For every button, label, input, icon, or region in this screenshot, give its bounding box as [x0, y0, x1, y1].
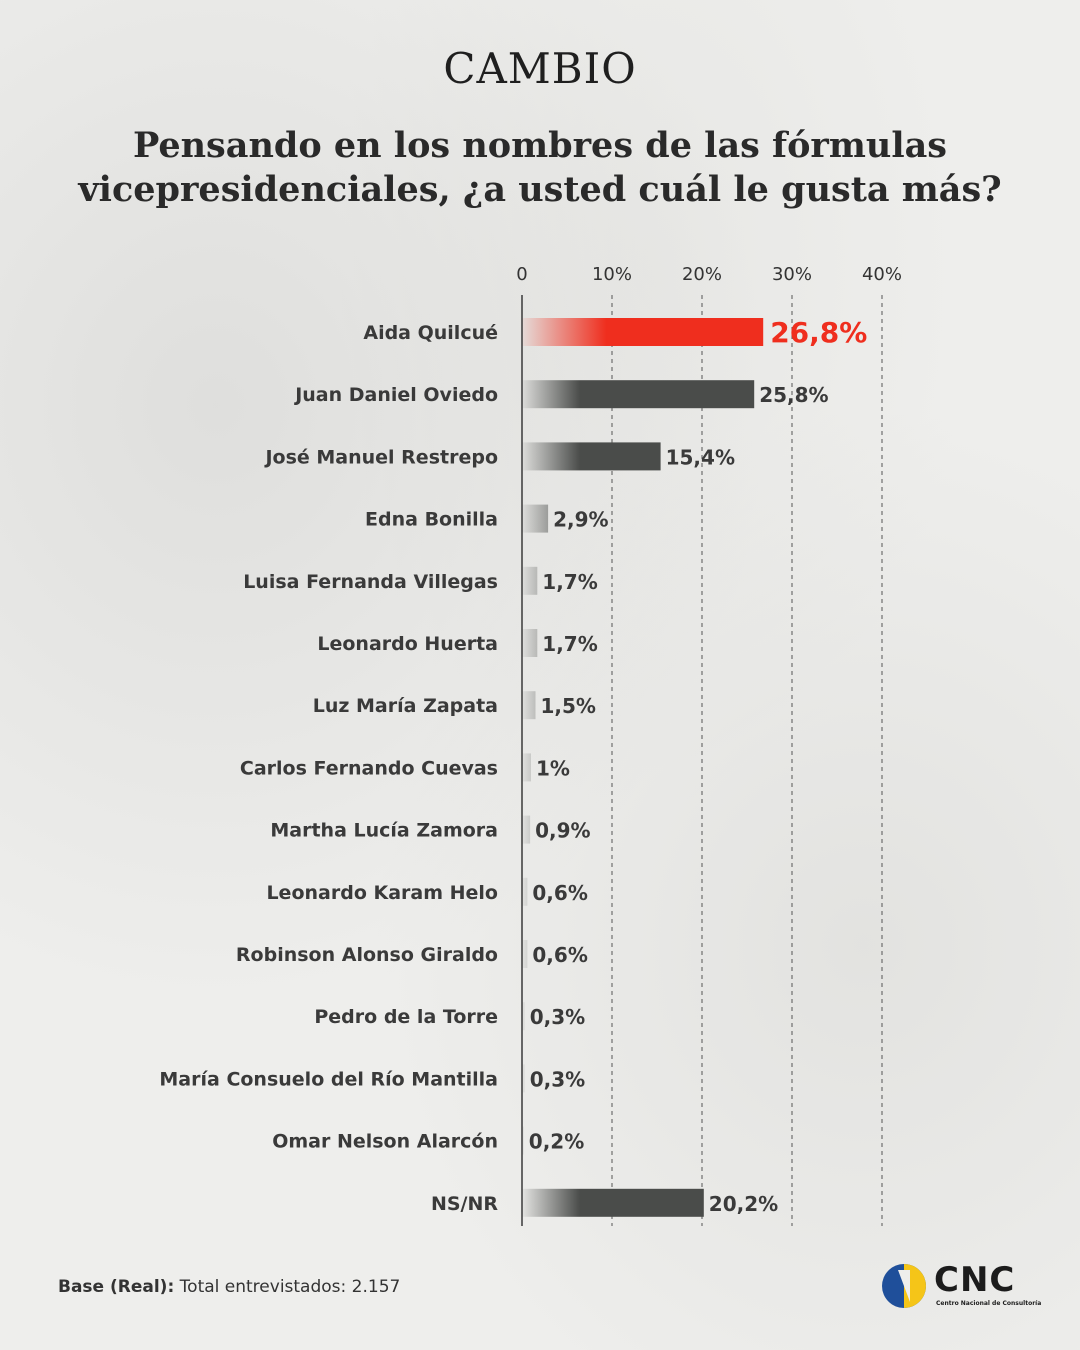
x-axis-ticks [516, 264, 902, 285]
bar [522, 567, 537, 595]
value-label: 1% [536, 756, 570, 781]
bar [522, 691, 536, 719]
value-label: 25,8% [759, 383, 829, 408]
value-label: 0,6% [532, 943, 588, 967]
category-label: José Manuel Restrepo [265, 446, 498, 469]
category-label: Leonardo Karam Helo [266, 881, 498, 904]
bar [522, 629, 537, 657]
category-label: Omar Nelson Alarcón [272, 1130, 498, 1153]
bar [522, 940, 527, 968]
category-label: Carlos Fernando Cuevas [239, 757, 498, 780]
bar [522, 1189, 704, 1217]
cnc-logo-subtitle: Centro Nacional de Consultoría [936, 1300, 1042, 1307]
category-label: Edna Bonilla [365, 508, 498, 531]
value-label: 1,7% [542, 569, 598, 594]
value-label: 20,2% [708, 1191, 779, 1216]
footer-text: Total entrevistados: 2.157 [179, 1277, 401, 1297]
value-label: 0,9% [535, 818, 591, 843]
category-label: Robinson Alonso Giraldo [235, 944, 498, 966]
x-tick-label: 0 [516, 264, 528, 285]
bar [522, 505, 548, 533]
bar [522, 753, 531, 781]
brand-logo: CAMBIO [443, 44, 637, 93]
footer-label: Base (Real): [58, 1277, 175, 1297]
bar [522, 380, 754, 408]
bar-chart [0, 250, 1080, 1250]
value-label: 0,2% [528, 1129, 585, 1154]
category-label: Luz María Zapata [312, 695, 498, 718]
category-label: Juan Daniel Oviedo [295, 384, 498, 407]
value-label: 0,3% [529, 1067, 586, 1092]
footer-note [58, 1277, 400, 1297]
bar [522, 816, 530, 844]
category-label: NS/NR [430, 1192, 498, 1215]
grid-lines [612, 295, 882, 1226]
value-label: 26,8% [770, 316, 868, 349]
value-label: 1,7% [542, 632, 598, 656]
value-label: 0,3% [529, 1005, 586, 1030]
category-label: María Consuelo del Río Mantilla [159, 1068, 498, 1091]
x-tick-label: 30% [771, 264, 813, 285]
category-label: Pedro de la Torre [314, 1006, 498, 1029]
category-label: Aida Quilcué [363, 322, 498, 344]
value-label: 2,9% [553, 507, 609, 532]
x-tick-label: 20% [681, 264, 723, 285]
category-labels [159, 322, 498, 1215]
chart-title-line-1: Pensando en los nombres de las fórmulas [132, 125, 948, 166]
cnc-logo-text: CNC [934, 1260, 1016, 1300]
x-tick-label: 10% [591, 264, 633, 285]
value-label: 0,6% [532, 880, 588, 905]
cnc-logo [880, 1258, 1042, 1314]
category-label: Martha Lucía Zamora [270, 819, 498, 842]
bar [522, 878, 527, 906]
bar [522, 442, 661, 470]
value-label: 1,5% [540, 694, 596, 719]
value-label: 15,4% [665, 445, 735, 470]
category-label: Luisa Fernanda Villegas [243, 570, 498, 593]
chart-title-line-2: vicepresidenciales, ¿a usted cuál le gusta más? [78, 169, 1002, 210]
x-tick-label: 40% [861, 264, 903, 285]
bar-highlight [522, 318, 763, 346]
chart-title [60, 124, 1020, 212]
category-label: Leonardo Huerta [317, 633, 498, 655]
cnc-logo-icon [880, 1262, 928, 1310]
